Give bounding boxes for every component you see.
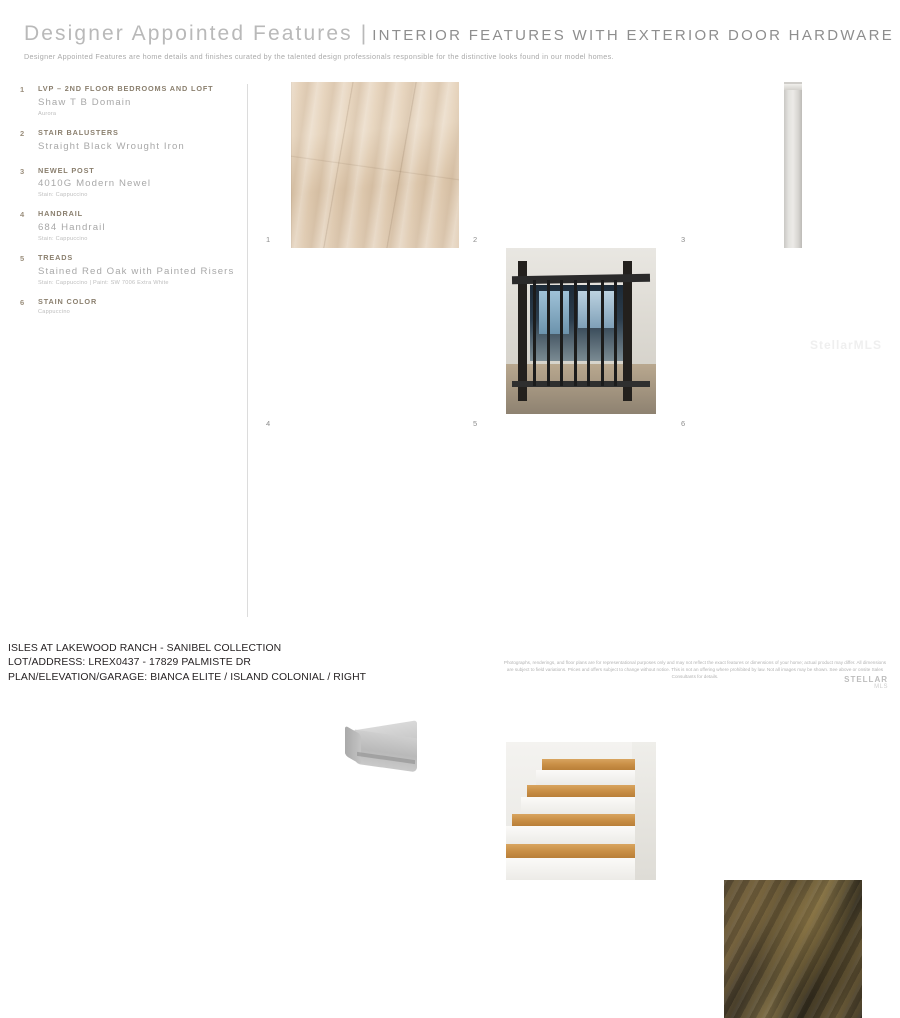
- spec-note: Aurora: [38, 110, 57, 117]
- image-caption-5: 5: [473, 419, 478, 428]
- spec-label: STAIR BALUSTERS: [38, 127, 119, 137]
- spec-value: Shaw T B Domain: [38, 96, 132, 108]
- title-divider: |: [360, 22, 367, 45]
- spec-label: NEWEL POST: [38, 165, 95, 175]
- image-caption-4: 4: [266, 419, 271, 428]
- image-caption-6: 6: [681, 419, 686, 428]
- image-caption-1: 1: [266, 235, 271, 244]
- spec-note: Stain: Cappuccino: [38, 192, 88, 199]
- footer-property-info: [8, 642, 366, 686]
- lvp-flooring-swatch: [291, 82, 459, 248]
- spec-number: 1: [20, 85, 25, 94]
- spec-note: Stain: Cappuccino: [38, 236, 88, 242]
- spec-label: TREADS: [38, 253, 74, 262]
- footer-community: ISLES AT LAKEWOOD RANCH - SANIBEL COLLECTION: [8, 642, 282, 654]
- spec-label: HANDRAIL: [38, 209, 83, 219]
- mls-logo-text: MLS: [874, 684, 888, 690]
- image-caption-2: 2: [473, 235, 478, 244]
- mls-logo-mark: STELLAR: [844, 675, 888, 684]
- spec-value: Stained Red Oak with Painted Risers: [38, 265, 235, 277]
- mls-logo: [844, 675, 888, 690]
- stair-treads-photo: [506, 742, 656, 880]
- page-title-sub: INTERIOR FEATURES WITH EXTERIOR DOOR HARDWARE: [372, 27, 895, 44]
- spec-value: 4010G Modern Newel: [38, 178, 152, 190]
- image-caption-3: 3: [681, 235, 686, 244]
- footer-lot-address: LOT/ADDRESS: LREX0437 - 17829 PALMISTE DR: [8, 657, 251, 669]
- spec-label: STAIN COLOR: [38, 296, 98, 306]
- spec-number: 2: [20, 128, 25, 138]
- spec-number: 6: [20, 297, 25, 307]
- spec-number: 5: [20, 254, 25, 263]
- handrail-render: [345, 720, 425, 780]
- spec-note: Cappuccino: [38, 308, 71, 315]
- page-title-main: Designer Appointed Features: [24, 22, 353, 45]
- spec-note: Stain: Cappuccino | Paint: SW 7006 Extra White: [38, 279, 169, 286]
- footer-plan-elevation: PLAN/ELEVATION/GARAGE: BIANCA ELITE / ISLAND COLONIAL / RIGHT: [8, 672, 367, 684]
- spec-label: LVP – 2ND FLOOR BEDROOMS AND LOFT: [38, 84, 214, 93]
- spec-number: 4: [20, 210, 25, 220]
- stain-color-swatch: [724, 880, 862, 1018]
- spec-value: Straight Black Wrought Iron: [38, 140, 185, 152]
- page-subtitle: Designer Appointed Features are home details and finishes curated by the talented design professionals responsible for the distinctive looks found in our model homes.: [24, 52, 614, 61]
- stair-balusters-photo: [506, 248, 656, 414]
- watermark: StellarMLS: [809, 338, 882, 352]
- newel-post-render: [784, 82, 802, 248]
- spec-value: 684 Handrail: [38, 222, 106, 234]
- spec-number: 3: [20, 166, 25, 176]
- footer-disclaimer: Photographs, renderings, and floor plans are for representational purposes only and may not reflect the exact features or dimensions of your home; actual product may differ. All dimensions are subject to field variations. Prices and offers subject to change without notice. This is not an offering where prohibited by law. Not all images may be shown. See above or onsite Sales Consultants for details.: [503, 659, 887, 679]
